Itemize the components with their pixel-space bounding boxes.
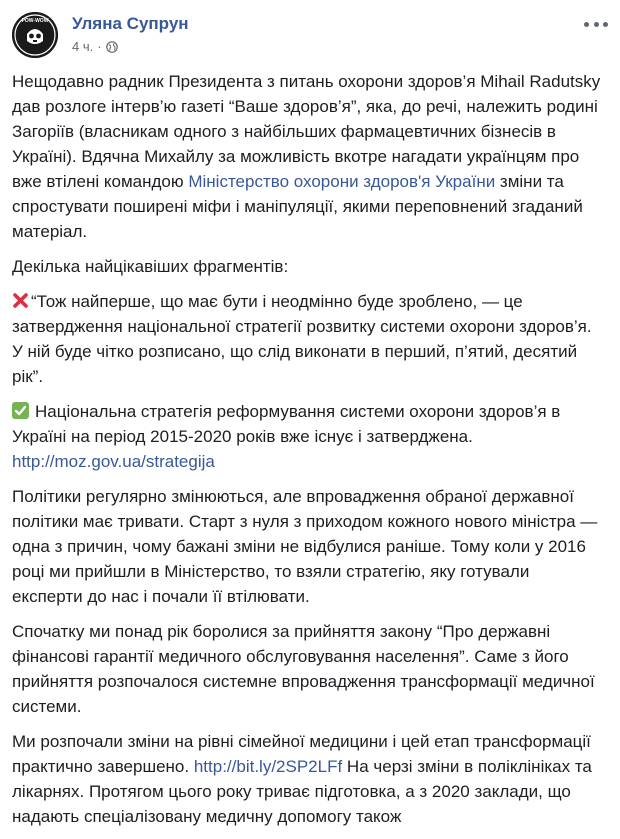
paragraph-7-text-end: На черзі зміни в поліклініках та лікарнях. Протягом цього року триває підготовка, а з 2020 заклади, що надають спеціалізовану медичну допомогу також bbox=[12, 757, 592, 826]
post-body bbox=[12, 69, 602, 839]
red-cross-mark-icon bbox=[12, 291, 29, 308]
paragraph-1-text-end: зміни та спростувати поширені міфи і маніпуляції, якими переповнений згаданий матеріал. bbox=[12, 172, 583, 241]
avatar[interactable] bbox=[12, 12, 58, 58]
green-check-mark-icon bbox=[12, 402, 29, 419]
meta-separator: · bbox=[97, 39, 102, 54]
paragraph-7 bbox=[12, 729, 602, 829]
quote-text: “Тож найперше, що має бути і неодмінно буде зроблено, — це затвердження національної стратегії розвитку системи охорони здоров’я. У ній буде чітко розписано, що слід виконати в перший, п’ятий, десятий рік”. bbox=[12, 292, 592, 386]
ministry-page-link[interactable]: Міністерство охорони здоров'я України bbox=[188, 172, 496, 191]
paragraph-1 bbox=[12, 69, 602, 244]
paragraph-1-text: Нещодавно радник Президента з питань охорони здоров’я Mihail Radutsky дав розлоге інтерв’ю газеті “Ваше здоров’я”, яка, до речі, належить родині Загоріїв (власникам одного з найбільших фармацевтичних бізнесів в Україні). Вдячна Михайлу за можливість вкотре нагадати українцям про вже втілені командою bbox=[12, 72, 601, 191]
author-name[interactable]: Уляна Супрун bbox=[72, 14, 189, 33]
strategy-text: Національна стратегія реформування системи охорони здоров’я в Україні на період 2015-2020 років вже існує і затверджена. bbox=[12, 402, 561, 446]
paragraph-4 bbox=[12, 399, 602, 474]
post-meta bbox=[72, 39, 118, 54]
paragraph-6: Спочатку ми понад рік боролися за прийняття закону “Про державні фінансові гарантії медичного обслуговування населення”. Саме з його прийняття розпочалося системне впровадження трансформації медичної системи. bbox=[12, 622, 595, 716]
bitly-link[interactable]: http://bit.ly/2SP2LFf bbox=[193, 757, 343, 776]
paragraph-2: Декілька найцікавіших фрагментів: bbox=[12, 257, 289, 276]
post-header bbox=[12, 12, 608, 58]
avatar-logo-text: POW-WOW bbox=[21, 18, 49, 24]
post-time[interactable]: 4 ч. bbox=[72, 39, 94, 54]
strategy-link[interactable]: http://moz.gov.ua/strategija bbox=[12, 452, 215, 471]
paragraph-3 bbox=[12, 289, 602, 389]
paragraph-5: Політики регулярно змінюються, але впровадження обраної державної політики має тривати. Старт з нуля з приходом кожного нового міністра — одна з причин, чому бажані зміни не відбулися раніше. Тому коли у 2016 році ми прийшли в Міністерство, то взяли стратегію, яку готували експерти до нас і почали її втілювати. bbox=[12, 487, 598, 606]
globe-icon[interactable] bbox=[106, 41, 118, 53]
more-options-icon[interactable] bbox=[584, 16, 608, 32]
paragraph-7-text: Ми розпочали зміни на рівні сімейної медицини і цей етап трансформації практично завершено. bbox=[12, 732, 591, 776]
